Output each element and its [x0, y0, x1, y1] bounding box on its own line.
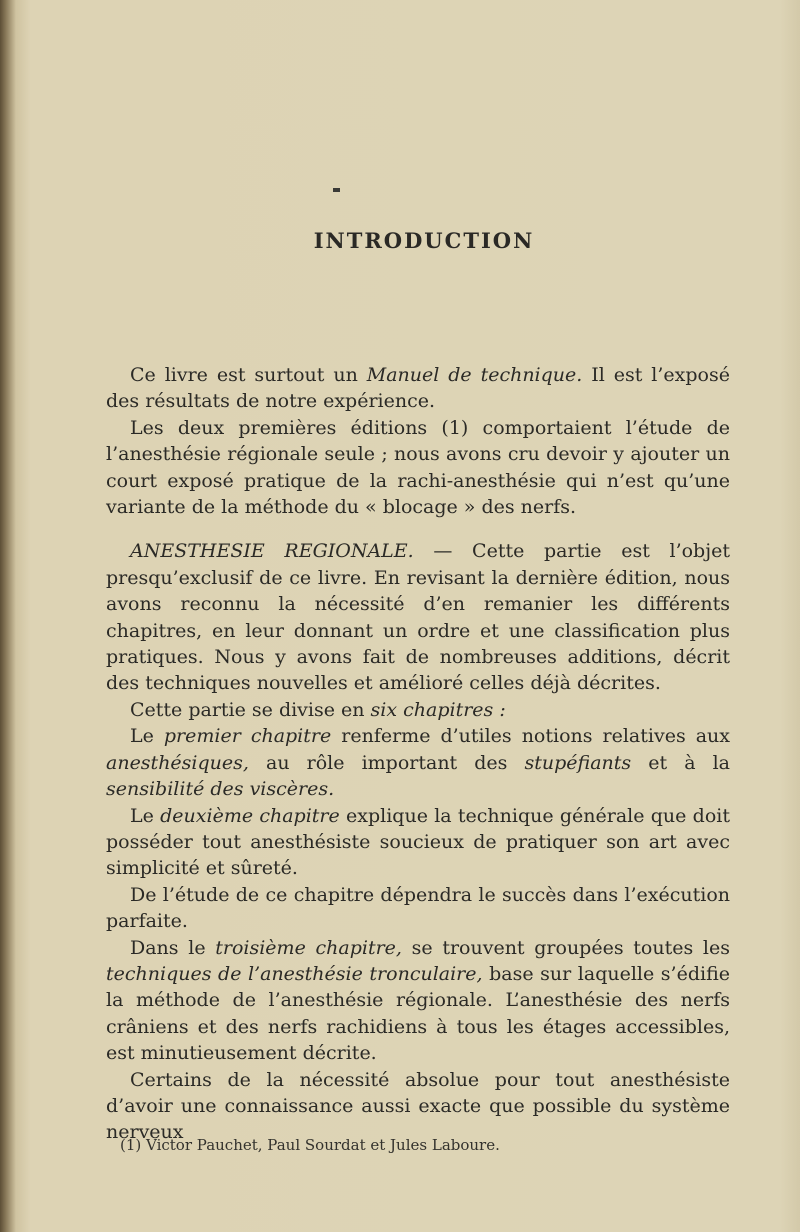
italic-run: Manuel de technique.: [366, 364, 583, 386]
italic-run: techniques de l’anesthésie tronculaire,: [106, 962, 483, 985]
text-run: se trouvent groupées toutes les: [401, 936, 730, 959]
italic-run: stupéfiants: [524, 751, 632, 774]
paragraph: [106, 697, 730, 723]
text-run: Cette partie se divise en: [130, 698, 371, 721]
italic-run: ANESTHESIE REGIONALE.: [130, 540, 414, 563]
paragraph: [106, 1067, 730, 1146]
text-run: renferme d’utiles notions relatives aux: [331, 725, 731, 748]
text-run: Il est l’exposé des résultats de notre expérience.: [106, 364, 730, 413]
body-text: [106, 362, 730, 1146]
paragraph: [106, 362, 730, 415]
italic-run: six chapitres :: [370, 698, 506, 721]
text-run: Le: [130, 725, 164, 748]
text-run: Certains de la nécessité absolue pour tout anesthésiste d’avoir une connaissance aussi exacte que possible du système nerveux: [106, 1068, 730, 1144]
section-gap: [106, 520, 730, 538]
paragraph: [106, 538, 730, 696]
paragraph: [106, 935, 730, 1067]
text-run: base sur laquelle s’édifie la méthode de l’anesthésie régionale. L’anesthésie des nerfs crâniens et des nerfs rachidiens à tous les étages accessibles, est minutieusement décrite.: [106, 962, 730, 1065]
text-run: et à la: [631, 751, 730, 774]
italic-run: anesthésiques,: [106, 751, 249, 774]
text-run: — Cette partie est l’objet presqu’exclusif de ce livre. En revisant la dernière édition, nous avons reconnu la nécessité d’en remanier les différents chapitres, en leur donnant un ordre et une classification plus pratiques. Nous y avons fait de nombreuses additions, décrit des techniques nouvelles et amélioré celles déjà décrites.: [106, 540, 730, 695]
italic-run: troisième chapitre,: [215, 936, 402, 959]
text-run: au rôle important des: [248, 751, 525, 774]
text-run: De l’étude de ce chapitre dépendra le succès dans l’exécution parfaite.: [106, 883, 730, 933]
footnote: (1) Victor Pauchet, Paul Sourdat et Jules Laboure.: [120, 1136, 500, 1154]
italic-run: premier chapitre: [163, 725, 332, 748]
ink-mark: [333, 188, 340, 192]
text-run: Le: [130, 804, 161, 827]
italic-run: deuxième chapitre: [160, 804, 340, 827]
paragraph: [106, 415, 730, 521]
text-run: Les deux premières éditions (1) comportaient l’étude de l’anesthésie régionale seule ; nous avons cru devoir y ajouter un court exposé pratique de la rachi-anesthésie qui n’est qu’une variante de la méthode du « blocage » des nerfs.: [106, 416, 730, 519]
paragraph: [106, 723, 730, 802]
paragraph: [106, 882, 730, 935]
paragraph: [106, 803, 730, 882]
italic-run: sensibilité des viscères.: [106, 778, 335, 801]
text-run: Ce livre est surtout un: [130, 364, 367, 386]
text-run: Dans le: [130, 936, 216, 959]
text-run: explique la technique générale que doit posséder tout anesthésiste soucieux de pratiquer son art avec simplicité et sûreté.: [106, 804, 730, 880]
page-title: INTRODUCTION: [313, 228, 535, 253]
